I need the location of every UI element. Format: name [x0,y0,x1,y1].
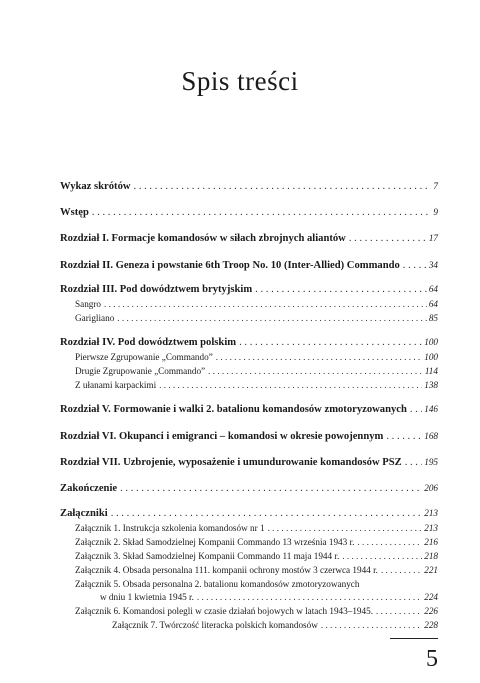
dot-leader [376,606,422,616]
toc-entry-title: Rozdział V. Formowanie i walki 2. batalionu komandosów zmotoryzowanych [60,404,407,415]
footer-rule [390,638,438,639]
toc-appendix-7[interactable] [112,620,438,630]
toc-appendix-5[interactable] [75,579,359,589]
toc-page-number: 218 [424,551,438,561]
dot-leader [381,565,422,575]
toc-page-number: 221 [424,565,438,575]
dot-leader [357,537,422,547]
toc-subentry-second-group[interactable] [75,366,438,376]
toc-page-number: 228 [424,620,438,630]
dot-leader [120,483,422,494]
toc-page-number: 216 [424,537,438,547]
toc-subentry-carpathian-lancers[interactable] [75,380,438,390]
toc-entry-title: Z ułanami karpackimi [75,380,157,390]
dot-leader [216,352,422,362]
dot-leader [410,404,422,415]
toc-entry-title: Załącznik 2. Skład Samodzielnej Kompanii Commando 13 września 1943 r. [75,537,355,547]
toc-entry-chapter-6[interactable] [60,431,438,442]
toc-entry-title: Załącznik 7. Twórczość literacka polskich komandosów [112,620,318,630]
toc-subentry-first-group[interactable] [75,352,438,362]
toc-entry-conclusion[interactable] [60,483,438,494]
toc-entry-title: Pierwsze Zgrupowanie „Commando” [75,352,213,362]
toc-entry-title: Załącznik 1. Instrukcja szkolenia komandosów nr 1 [75,523,265,533]
toc-page-number: 206 [424,483,438,493]
toc-entry-title: Zakończenie [60,483,118,494]
toc-subentry-garigliano[interactable] [75,313,438,323]
toc-appendix-1[interactable] [75,523,438,533]
toc-page-number: 100 [424,352,438,362]
toc-entry-title: Rozdział VII. Uzbrojenie, wyposażenie i umundurowanie komandosów PSZ [60,457,402,468]
dot-leader [321,620,422,630]
dot-leader [197,592,422,602]
toc-page-number: 64 [428,284,438,294]
dot-leader [117,313,427,323]
dot-leader [239,337,422,348]
dot-leader [403,260,427,271]
toc-page-number: 9 [433,207,438,217]
toc-page-number: 224 [424,592,438,602]
dot-leader [92,207,432,218]
toc-entry-title: Garigliano [75,313,115,323]
toc-page-number: 100 [424,337,438,347]
toc-appendix-3[interactable] [75,551,438,561]
toc-entry-chapter-3[interactable] [60,284,438,295]
toc-entry-title: Załącznik 6. Komandosi polegli w czasie działań bojowych w latach 1943–1945. [75,606,373,616]
toc-page-number: 34 [428,260,438,270]
toc-entry-chapter-5[interactable] [60,404,438,415]
toc-appendix-5-continuation[interactable] [100,592,438,602]
toc-page-number: 114 [424,366,438,376]
toc-appendix-6[interactable] [75,606,438,616]
toc-entry-title: Załączniki [60,508,108,519]
toc-page-number: 64 [428,299,438,309]
toc-entry-introduction[interactable] [60,207,438,218]
toc-subentry-sangro[interactable] [75,299,438,309]
dot-leader [342,551,422,561]
dot-leader [104,299,427,309]
toc-entry-chapter-1[interactable] [60,233,438,244]
toc-appendix-2[interactable] [75,537,438,547]
dot-leader [405,457,423,468]
toc-page-number: 226 [424,606,438,616]
toc-entry-title: Załącznik 3. Skład Samodzielnej Kompanii Commando 11 maja 1944 r. [75,551,340,561]
page-number: 5 [426,646,438,672]
toc-page-number: 213 [424,523,438,533]
toc-entry-title: Rozdział VI. Okupanci i emigranci – komandosi w okresie powojennym [60,431,384,442]
dot-leader [255,284,427,295]
toc-entry-title: Rozdział II. Geneza i powstanie 6th Troop No. 10 (Inter-Allied) Commando [60,260,400,271]
dot-leader [268,523,423,533]
toc-entry-title: Rozdział I. Formacje komandosów w siłach zbrojnych aliantów [60,233,346,244]
dot-leader [111,508,423,519]
toc-entry-appendices[interactable] [60,508,438,519]
page-title: Spis treści [181,66,299,96]
toc-page-number: 17 [428,233,438,243]
toc-page-number: 195 [424,457,438,467]
dot-leader [134,181,432,192]
toc-page-number: 146 [424,404,438,414]
toc-page-number: 138 [424,380,438,390]
dot-leader [386,431,422,442]
toc-entry-chapter-7[interactable] [60,457,438,468]
toc-entry-title: w dniu 1 kwietnia 1945 r. [100,592,194,602]
toc-entry-title: Załącznik 4. Obsada personalna 111. kompanii ochrony mostów 3 czerwca 1944 r. [75,565,378,575]
toc-page-number: 213 [424,508,438,518]
dot-leader [159,380,422,390]
toc-page-number: 7 [433,181,438,191]
toc-entry-title: Sangro [75,299,102,309]
toc-entry-title: Załącznik 5. Obsada personalna 2. batalionu komandosów zmotoryzowanych [75,579,360,589]
toc-appendix-4[interactable] [75,565,438,575]
dot-leader [349,233,427,244]
toc-page-number: 85 [428,313,438,323]
toc-entry-title: Wstęp [60,207,89,218]
dot-leader [208,366,423,376]
toc-entry-title: Rozdział IV. Pod dowództwem polskim [60,337,237,348]
toc-entry-chapter-4[interactable] [60,337,438,348]
toc-page-number: 168 [424,431,438,441]
toc-entry-title: Drugie Zgrupowanie „Commando” [75,366,206,376]
toc-entry-abbreviations[interactable] [60,181,438,192]
toc-entry-title: Rozdział III. Pod dowództwem brytyjskim [60,284,253,295]
toc-entry-chapter-2[interactable] [60,260,438,271]
toc-entry-title: Wykaz skrótów [60,181,131,192]
